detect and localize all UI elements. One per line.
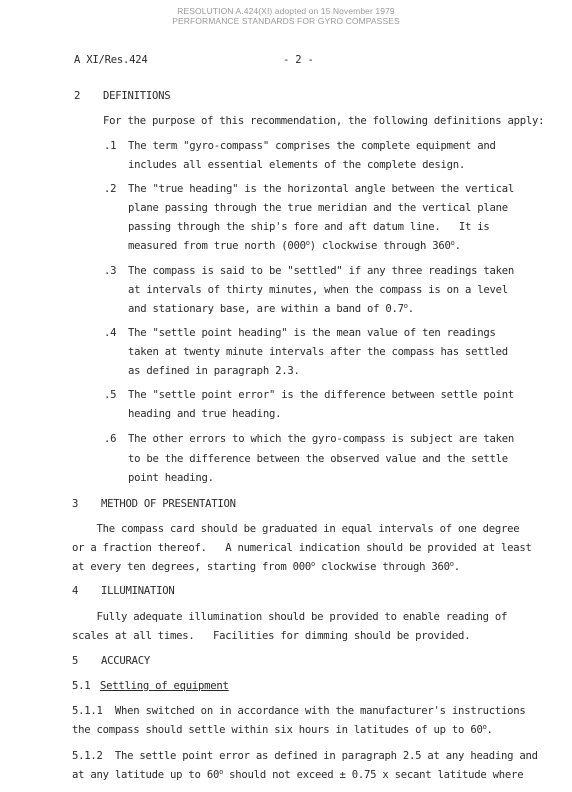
definition-3-text: at intervals of thirty minutes, when the compass is on a level: [128, 284, 508, 296]
definition-5-number: .5: [104, 389, 117, 401]
standards-header: PERFORMANCE STANDARDS FOR GYRO COMPASSES: [172, 16, 400, 26]
definition-4-text: taken at twenty minute intervals after the compass has settled: [128, 346, 508, 358]
section-3-paragraph: or a fraction thereof. A numerical indication should be provided at least: [72, 542, 532, 554]
section-4-heading: ILLUMINATION: [101, 585, 175, 597]
paragraph-5-1-2: 5.1.2 The settle point error as defined in paragraph 2.5 at any heading and: [72, 750, 538, 762]
definition-1-text: The term "gyro-compass" comprises the complete equipment and: [128, 140, 496, 152]
definition-4-text: as defined in paragraph 2.3.: [128, 365, 300, 377]
section-5-heading: ACCURACY: [101, 655, 151, 667]
page-number: - 2 -: [283, 54, 314, 66]
definition-2-text: The "true heading" is the horizontal angle between the vertical: [128, 183, 515, 195]
section-4-number: 4: [72, 585, 79, 597]
paragraph-5-1-1: 5.1.1 When switched on in accordance with the manufacturer's instructions: [72, 705, 526, 717]
definition-1-text: includes all essential elements of the complete design.: [128, 159, 466, 171]
definition-5-text: The "settle point error" is the difference between settle point: [128, 389, 515, 401]
definition-3-number: .3: [104, 265, 117, 277]
section-3-paragraph: at every ten degrees, starting from 000$^o$ clockwise through 360$^o$.: [72, 560, 460, 573]
definition-6-text: to be the difference between the observed value and the settle: [128, 453, 508, 465]
definition-2-number: .2: [104, 183, 117, 195]
definition-6-text: The other errors to which the gyro-compass is subject are taken: [128, 433, 515, 445]
definition-6-text: point heading.: [128, 472, 214, 484]
definition-4-text: The "settle point heading" is the mean value of ten readings: [128, 327, 496, 339]
section-3-heading: METHOD OF PRESENTATION: [101, 498, 236, 510]
definition-2-text: plane passing through the true meridian and the vertical plane: [128, 202, 508, 214]
definition-5-text: heading and true heading.: [128, 408, 282, 420]
resolution-header: RESOLUTION A.424(XI) adopted on 15 November 1979: [177, 6, 395, 16]
subsection-5-1-number: 5.1: [72, 680, 91, 692]
section-4-paragraph: Fully adequate illumination should be provided to enable reading of: [72, 611, 508, 623]
definition-3-text: and stationary base, are within a band of 0.7$^o$.: [128, 302, 414, 315]
definition-4-number: .4: [104, 327, 117, 339]
section-3-paragraph: The compass card should be graduated in equal intervals of one degree: [72, 523, 520, 535]
section-2-intro: For the purpose of this recommendation, the following definitions apply:: [103, 115, 545, 127]
section-4-paragraph: scales at all times. Facilities for dimming should be provided.: [72, 630, 471, 642]
definition-2-text: measured from true north (000$^o$) clockwise through 360$^o$.: [128, 239, 461, 252]
definition-3-text: The compass is said to be "settled" if any three readings taken: [128, 265, 515, 277]
definition-2-text: passing through the ship's fore and aft datum line. It is: [128, 221, 490, 233]
definition-1-number: .1: [104, 140, 117, 152]
section-5-number: 5: [72, 655, 79, 667]
paragraph-5-1-1: the compass should settle within six hours in latitudes of up to 60$^o$.: [72, 723, 493, 736]
section-3-number: 3: [72, 498, 79, 510]
section-2-heading: DEFINITIONS: [103, 90, 171, 102]
document-reference: A XI/Res.424: [74, 54, 148, 66]
subsection-5-1-heading: Settling of equipment: [100, 680, 229, 692]
paragraph-5-1-2: at any latitude up to 60$^o$ should not exceed ± 0.75 x secant latitude where: [72, 768, 524, 781]
section-2-number: 2: [74, 90, 81, 102]
definition-6-number: .6: [104, 433, 117, 445]
